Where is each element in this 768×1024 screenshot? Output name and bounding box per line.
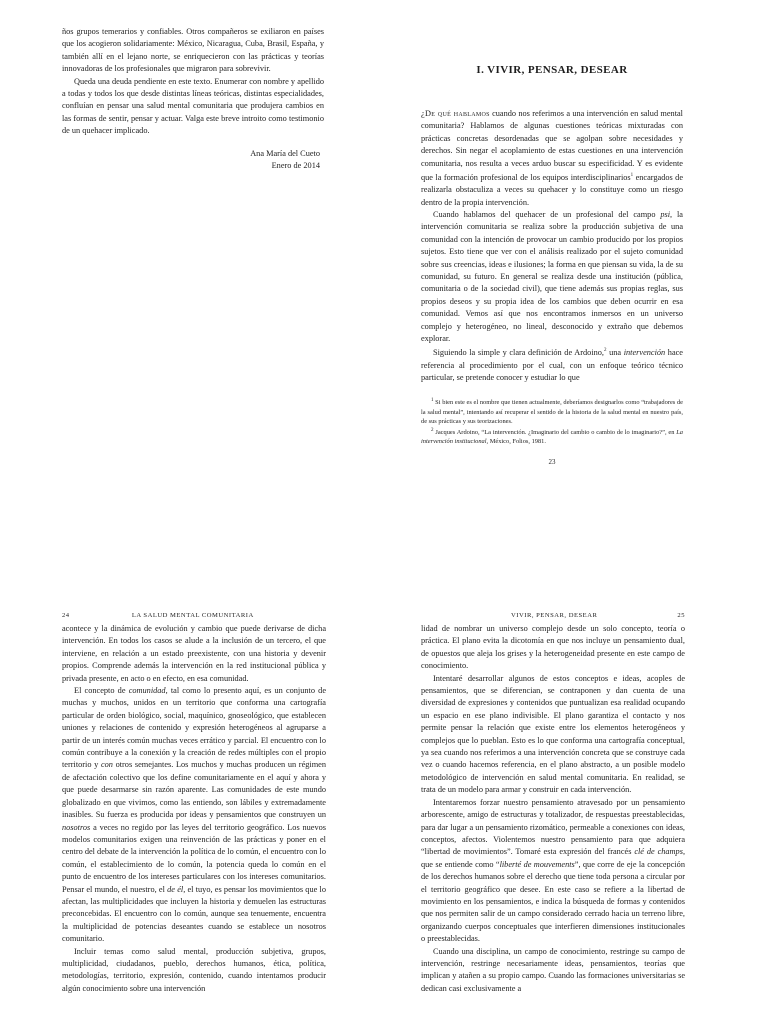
page-4	[421, 612, 685, 1024]
author-name: Ana María del Cueto	[250, 148, 320, 158]
text-run: hace referencia al procedimiento por el cual, con un enfoque teórico técnico particular, se pretende conocer y estudiar lo que	[421, 348, 683, 383]
paragraph	[421, 209, 683, 345]
footnote-ref: 2	[604, 348, 607, 354]
paragraph: Cuando una disciplina, un campo de conocimiento, restringe su campo de intervención, restringe necesariamente ideas, pensamientos, teorías que implican y atañen a su propio campo. Cuando las formaciones universitarias se dedican casi exclusivamente a	[421, 946, 685, 993]
paragraph: ños grupos temerarios y confiables. Otros compañeros se exiliaron en países que los acogieron solidariamente: México, Nicaragua, Cuba, Brasil, España, y también allí en el lejano norte, se enriquecieron con las prácticas y teorías innovadoras de los profesionales que migraron para sobrevivir.	[62, 27, 324, 74]
text-run: Intentaremos forzar nuestro pensamiento atravesado por un pensamiento arborescente, amigo de estructuras y totalizador, de respuestas preestablecidas, para dar lugar a un pensamiento rizomático, permeable a conexiones con ideas, conceptos, afectos. Violentemos nuestro pensamiento para que adquiera “libertad de movimientos”. Tomaré esta expresión del francés	[421, 797, 685, 857]
text-run: otros semejantes. Los muchos y muchas producen un régimen de afectación colectivo que los define comunitariamente en el aquí y ahora y que puede desarmarse sin razón aparente. Las comunidades de este mundo globalizado en que vivimos, como las entiendo, son lábiles y extremadamente inasibles. Su fuerza es producida por ideas y pensamientos que construyen un	[62, 760, 326, 820]
text-run: con	[100, 760, 113, 770]
text-run: psi	[660, 210, 671, 220]
page-number: 23	[548, 457, 556, 466]
text-run: una	[606, 348, 624, 358]
paragraph: Intentaré desarrollar algunos de estos conceptos e ideas, acoples de pensamientos, que se diferencian, se contraponen y dan cuenta de una diversidad de expresiones y contenidos que puntualizan esa realidad ocupando un espacio en ese plano indivisible. El plano garantiza el contacto y nos permite pensar la relación que existe entre los elementos heterogéneos y complejos que lo pueblan. Esto es lo que conforma una cartografía conceptual, ya sea cuando nos referimos a una intervención concreta que se construye cada vez o cuando hacemos referencia, en el plano abstracto, a un posible modelo metodológico de intervención en salud mental comunitaria. En realidad, se trata de un modelo para armar y construir en cada intervención.	[421, 673, 685, 795]
text-run: Siguiendo la simple y clara definición de Ardoino,	[433, 348, 605, 358]
text-run: Cuando hablamos del quehacer de un profesional del campo	[433, 210, 661, 220]
signature-date: Enero de 2014	[271, 161, 320, 171]
signature-block	[62, 148, 324, 173]
opening-smallcaps: ¿De qué hablamos	[421, 109, 490, 118]
footnote-number: 2	[431, 427, 434, 433]
page-2-text	[421, 108, 683, 384]
running-head-title: LA SALUD MENTAL COMUNITARIA	[131, 612, 254, 619]
text-run: clé de champs	[634, 847, 683, 857]
page-3-text	[62, 623, 326, 995]
paragraph: lidad de nombrar un universo complejo desde un solo concepto, teoría o práctica. El plano evita la dicotomía en que nos incluye un pensamiento dual, de opuestos que aleja los grises y la heterogeneidad presente en este campo de conocimiento.	[421, 624, 685, 671]
page-number: 25	[677, 612, 685, 619]
text-run: El concepto de	[74, 686, 129, 696]
paragraph: acontece y la dinámica de evolución y cambio que puede derivarse de dicha intervención. En todos los casos se alude a la inclusión de un tercero, el que interviene, en relación a un estado preexistente, con una historia y devenir propios. Comprende además la intervención en la red institucional pública y privada presente, en acto o en efecto, en esa comunidad.	[62, 624, 326, 683]
text-run: de él	[167, 884, 184, 894]
page-1-text	[62, 26, 324, 138]
paragraph: Incluir temas como salud mental, producción subjetiva, grupos, multiplicidad, ciudadanos, pueblo, derechos humanos, ética, política, metodologías, territorio, expresión, contenido, cuando intentamos producir algún conocimiento sobre una intervención	[62, 946, 326, 993]
text-run: nosotros	[62, 822, 91, 832]
text-run: , la intervención comunitaria se realiza sobre la producción subjetiva de una comunidad con la intención de provocar un cambio producido por los propios sujetos. Esto tiene que ver con el análisis realizado por el sujeto comunidad sobre sus creencias, ideas e ilusiones; la forma en que piensan su vida, la de su comunidad, su futuro. En general se realiza desde una institución (pública, comunitaria o de la sociedad civil), que tiene además sus propias reglas, sus propios deseos y su propia idea de los cambios que deben ocurrir en esa comunidad. Vemos así que nos encontramos inmersos en un universo complejo y heterogéneo, no lineal, desconocido y extraño que debemos explorar.	[421, 210, 683, 344]
page-4-text	[421, 623, 685, 995]
page-2	[421, 64, 683, 514]
footnote-ref: 1	[630, 173, 634, 179]
page-3	[62, 612, 326, 1024]
footnotes	[421, 396, 683, 445]
text-run: intervención	[623, 348, 666, 358]
text-run: ”, que corre de eje la concepción de los derechos humanos sobre el derecho que tiene toda persona a circular por el territorio geográfico que desee. En este caso se refiere a la libertad de movimiento en los pensamientos, e indica la búsqueda de formas y contenidos que nos permiten salir de un campo considerado cerrado hacia un terreno libre, organizando cuerpos conceptuales que interfieren dimensiones institucionales o preestablecidas.	[421, 859, 685, 944]
text-run: , tal como lo presento aquí, es un conjunto de muchas y muchos, unidos en un territorio que conforma una cartografía particular de orden biológico, social, maquínico, gnoseológico, que establecen uniones y relaciones de contenido y expresión heterogéneos al agruparse a partir de un interés común muchas veces errático y parcial. El encuentro con lo común contribuye a la conexión y la creación de redes múltiples con el propio territorio y	[62, 686, 326, 770]
footnote-number: 1	[431, 398, 434, 404]
text-run: comunidad	[128, 686, 166, 696]
page-number: 24	[62, 612, 70, 619]
paragraph	[62, 685, 326, 946]
text-run: encargados de realizarla obstaculiza a veces su quehacer y lo constituye como un riesgo dentro de la propia intervención.	[421, 172, 683, 207]
page-1	[62, 26, 324, 276]
text-run: cuando nos referimos a una intervención en salud mental comunitaria? Hablamos de algunas cuestiones teóricas mixturadas con prácticas concretas desordenadas que se agolpan sobre necesidades y derechos. Sin negar el acoplamiento de estas cuestiones en una intervención comunitaria, nos resulta a veces arduo buscar su especificidad. Y es evidente que la formación profesional de los equipos interdisciplinarios	[421, 109, 683, 182]
paragraph	[421, 797, 685, 946]
footnote	[421, 426, 683, 446]
running-header	[62, 612, 326, 619]
text-run: Si bien este es el nombre que tienen actualmente, deberíamos designarlos como “trabajadores de la salud mental”, intentando así recuperar el sentido de la historia de la salud mental en nuestro país, de sus prácticas y sus teorizaciones.	[421, 399, 683, 425]
paragraph: Queda una deuda pendiente en este texto. Enumerar con nombre y apellido a todas y todos los que desde distintas líneas teóricas, distintas especialidades, confluían en pensar una salud mental comunitaria que produjera cambios en las formas de sentir, pensar y actuar. Valga este breve introito como testimonio de un quehacer implicado.	[62, 76, 324, 136]
text-run: Jacques Ardoino, “La intervención. ¿Imaginario del cambio o cambio de lo imaginario?”, en	[433, 428, 677, 436]
text-run: , México, Folios, 1981.	[486, 437, 546, 445]
running-header	[421, 612, 685, 619]
paragraph	[421, 345, 683, 384]
text-run: , que se entiende como “	[421, 847, 685, 869]
text-run: a veces no regido por las leyes del territorio geográfico. Los nuevos modelos comunitarios exigen una reinvención de las prácticas y poner en el centro del debate de la intervención la política de lo común, el encuentro con lo común, el establecimiento de lo común, la potencia queda lo común en el punto de encuentro de los intereses particulares con los intereses comunitarios. Pensar el mundo, el nuestro, el	[62, 822, 326, 894]
paragraph	[421, 108, 683, 209]
text-run: La intervención institucional	[421, 428, 683, 445]
running-head-title: VIVIR, PENSAR, DESEAR	[511, 612, 598, 619]
text-run: liberté de mouvements	[499, 859, 575, 869]
chapter-title: I. VIVIR, PENSAR, DESEAR	[476, 64, 628, 76]
footnote	[421, 396, 683, 425]
text-run: , el tuyo, es pensar los movimientos que lo afectan, las multiplicidades que incluyen la historia y demuelen las estructuras preconcebidas. El encuentro con lo común, aunque sea tenuemente, encuentra la multiplicidad de potencias deseantes cuando se establece un nosotros comunitario.	[62, 884, 326, 944]
